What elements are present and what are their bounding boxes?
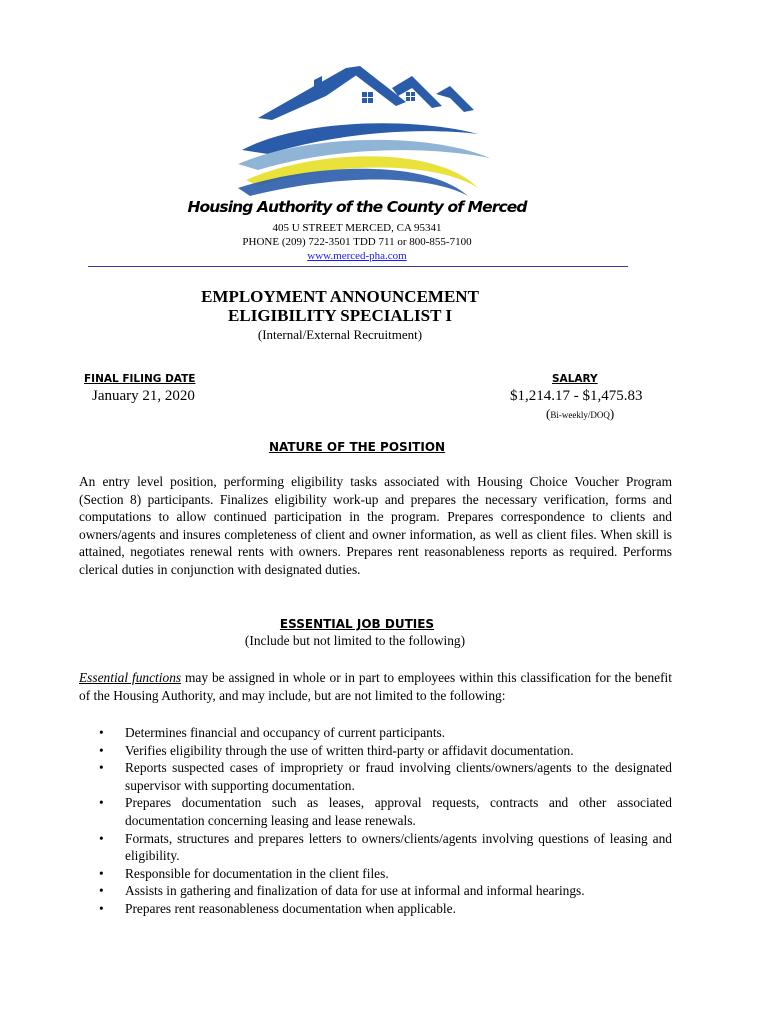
logo-window — [362, 92, 373, 103]
duties-intro — [79, 669, 672, 704]
duties-subheading: (Include but not limited to the following) — [244, 633, 466, 648]
nature-paragraph: An entry level position, performing eligibility tasks associated with Housing Choice Voucher Program (Section 8) participants. Finalizes eligibility work-up and prepares the necessary verification, forms and computations to allow continued participation in the program. Prepares correspondence to clients and owners/agents and insures completeness of client and owner information, as well as client files. When skill is attained, negotiates renewal rents with owners. Prepares rent reasonableness reports as required. Performs clerical duties in conjunction with designated duties. — [79, 474, 672, 577]
duties-heading: ESSENTIAL JOB DUTIES — [279, 617, 435, 631]
list-item — [99, 794, 672, 829]
position-title: ELIGIBILITY SPECIALIST I — [228, 306, 452, 325]
duty-text: Reports suspected cases of impropriety or fraud involving clients/owners/agents to the designated supervisor with supporting documentation. — [125, 760, 672, 793]
bullet-icon: • — [99, 725, 104, 740]
list-item — [99, 724, 672, 742]
bullet-icon: • — [99, 883, 104, 899]
salary-label: SALARY — [552, 373, 598, 385]
phone-line: PHONE (209) 722-3501 TDD 711 or 800-855-7100 — [242, 236, 472, 248]
duty-text: Determines financial and occupancy of current participants. — [125, 725, 446, 740]
housing-authority-logo — [228, 62, 528, 202]
bullet-icon: • — [99, 760, 104, 776]
duties-intro-rest: may be assigned in whole or in part to employees within this classification for the benefit of the Housing Authority, and may include, but are not limited to the following: — [79, 670, 672, 703]
nature-heading: NATURE OF THE POSITION — [268, 440, 446, 454]
list-item — [99, 882, 672, 900]
bullet-icon: • — [99, 742, 104, 758]
header-divider — [88, 266, 628, 267]
list-item — [99, 900, 672, 918]
list-item — [99, 742, 672, 760]
final-filing-date-value: January 21, 2020 — [92, 388, 195, 404]
bullet-icon: • — [99, 900, 104, 916]
logo-window-right — [406, 92, 415, 101]
salary-note — [546, 406, 614, 422]
list-item — [99, 865, 672, 883]
duty-text: Assists in gathering and finalization of data for use at informal and informal hearings. — [125, 883, 585, 899]
bullet-icon: • — [99, 795, 104, 811]
duty-text: Formats, structures and prepares letters to owners/clients/agents involving questions of leasing and eligibility. — [125, 830, 672, 864]
recruitment-type: (Internal/External Recruitment) — [257, 327, 423, 342]
final-filing-date-label: FINAL FILING DATE — [84, 373, 196, 385]
website-link[interactable]: www.merced-pha.com — [307, 250, 407, 262]
duty-text: Prepares documentation such as leases, approval requests, contracts and other associated documentation concerning leasing and lease renewals. — [125, 795, 672, 828]
organization-name: Housing Authority of the County of Merced — [187, 198, 527, 216]
address-line: 405 U STREET MERCED, CA 95341 — [272, 222, 442, 234]
duty-text: Verifies eligibility through the use of written third-party or affidavit documentation. — [125, 742, 574, 758]
logo-main-roof — [258, 68, 364, 120]
list-item — [99, 830, 672, 865]
duties-list — [99, 724, 672, 918]
logo-small-roof — [436, 86, 474, 112]
essential-functions-text: Essential functions — [79, 670, 182, 685]
salary-note-close: ) — [609, 406, 615, 421]
duty-text: Responsible for documentation in the client files. — [125, 865, 389, 881]
announcement-title: EMPLOYMENT ANNOUNCEMENT — [201, 287, 479, 306]
salary-note-open: ( — [546, 406, 551, 421]
bullet-icon: • — [99, 865, 104, 881]
salary-range: $1,214.17 - $1,475.83 — [510, 388, 643, 404]
duty-text: Prepares rent reasonableness documentation when applicable. — [125, 900, 456, 916]
salary-note-text: Bi-weekly/DOQ — [550, 410, 610, 420]
bullet-icon: • — [99, 830, 104, 846]
list-item — [99, 759, 672, 794]
